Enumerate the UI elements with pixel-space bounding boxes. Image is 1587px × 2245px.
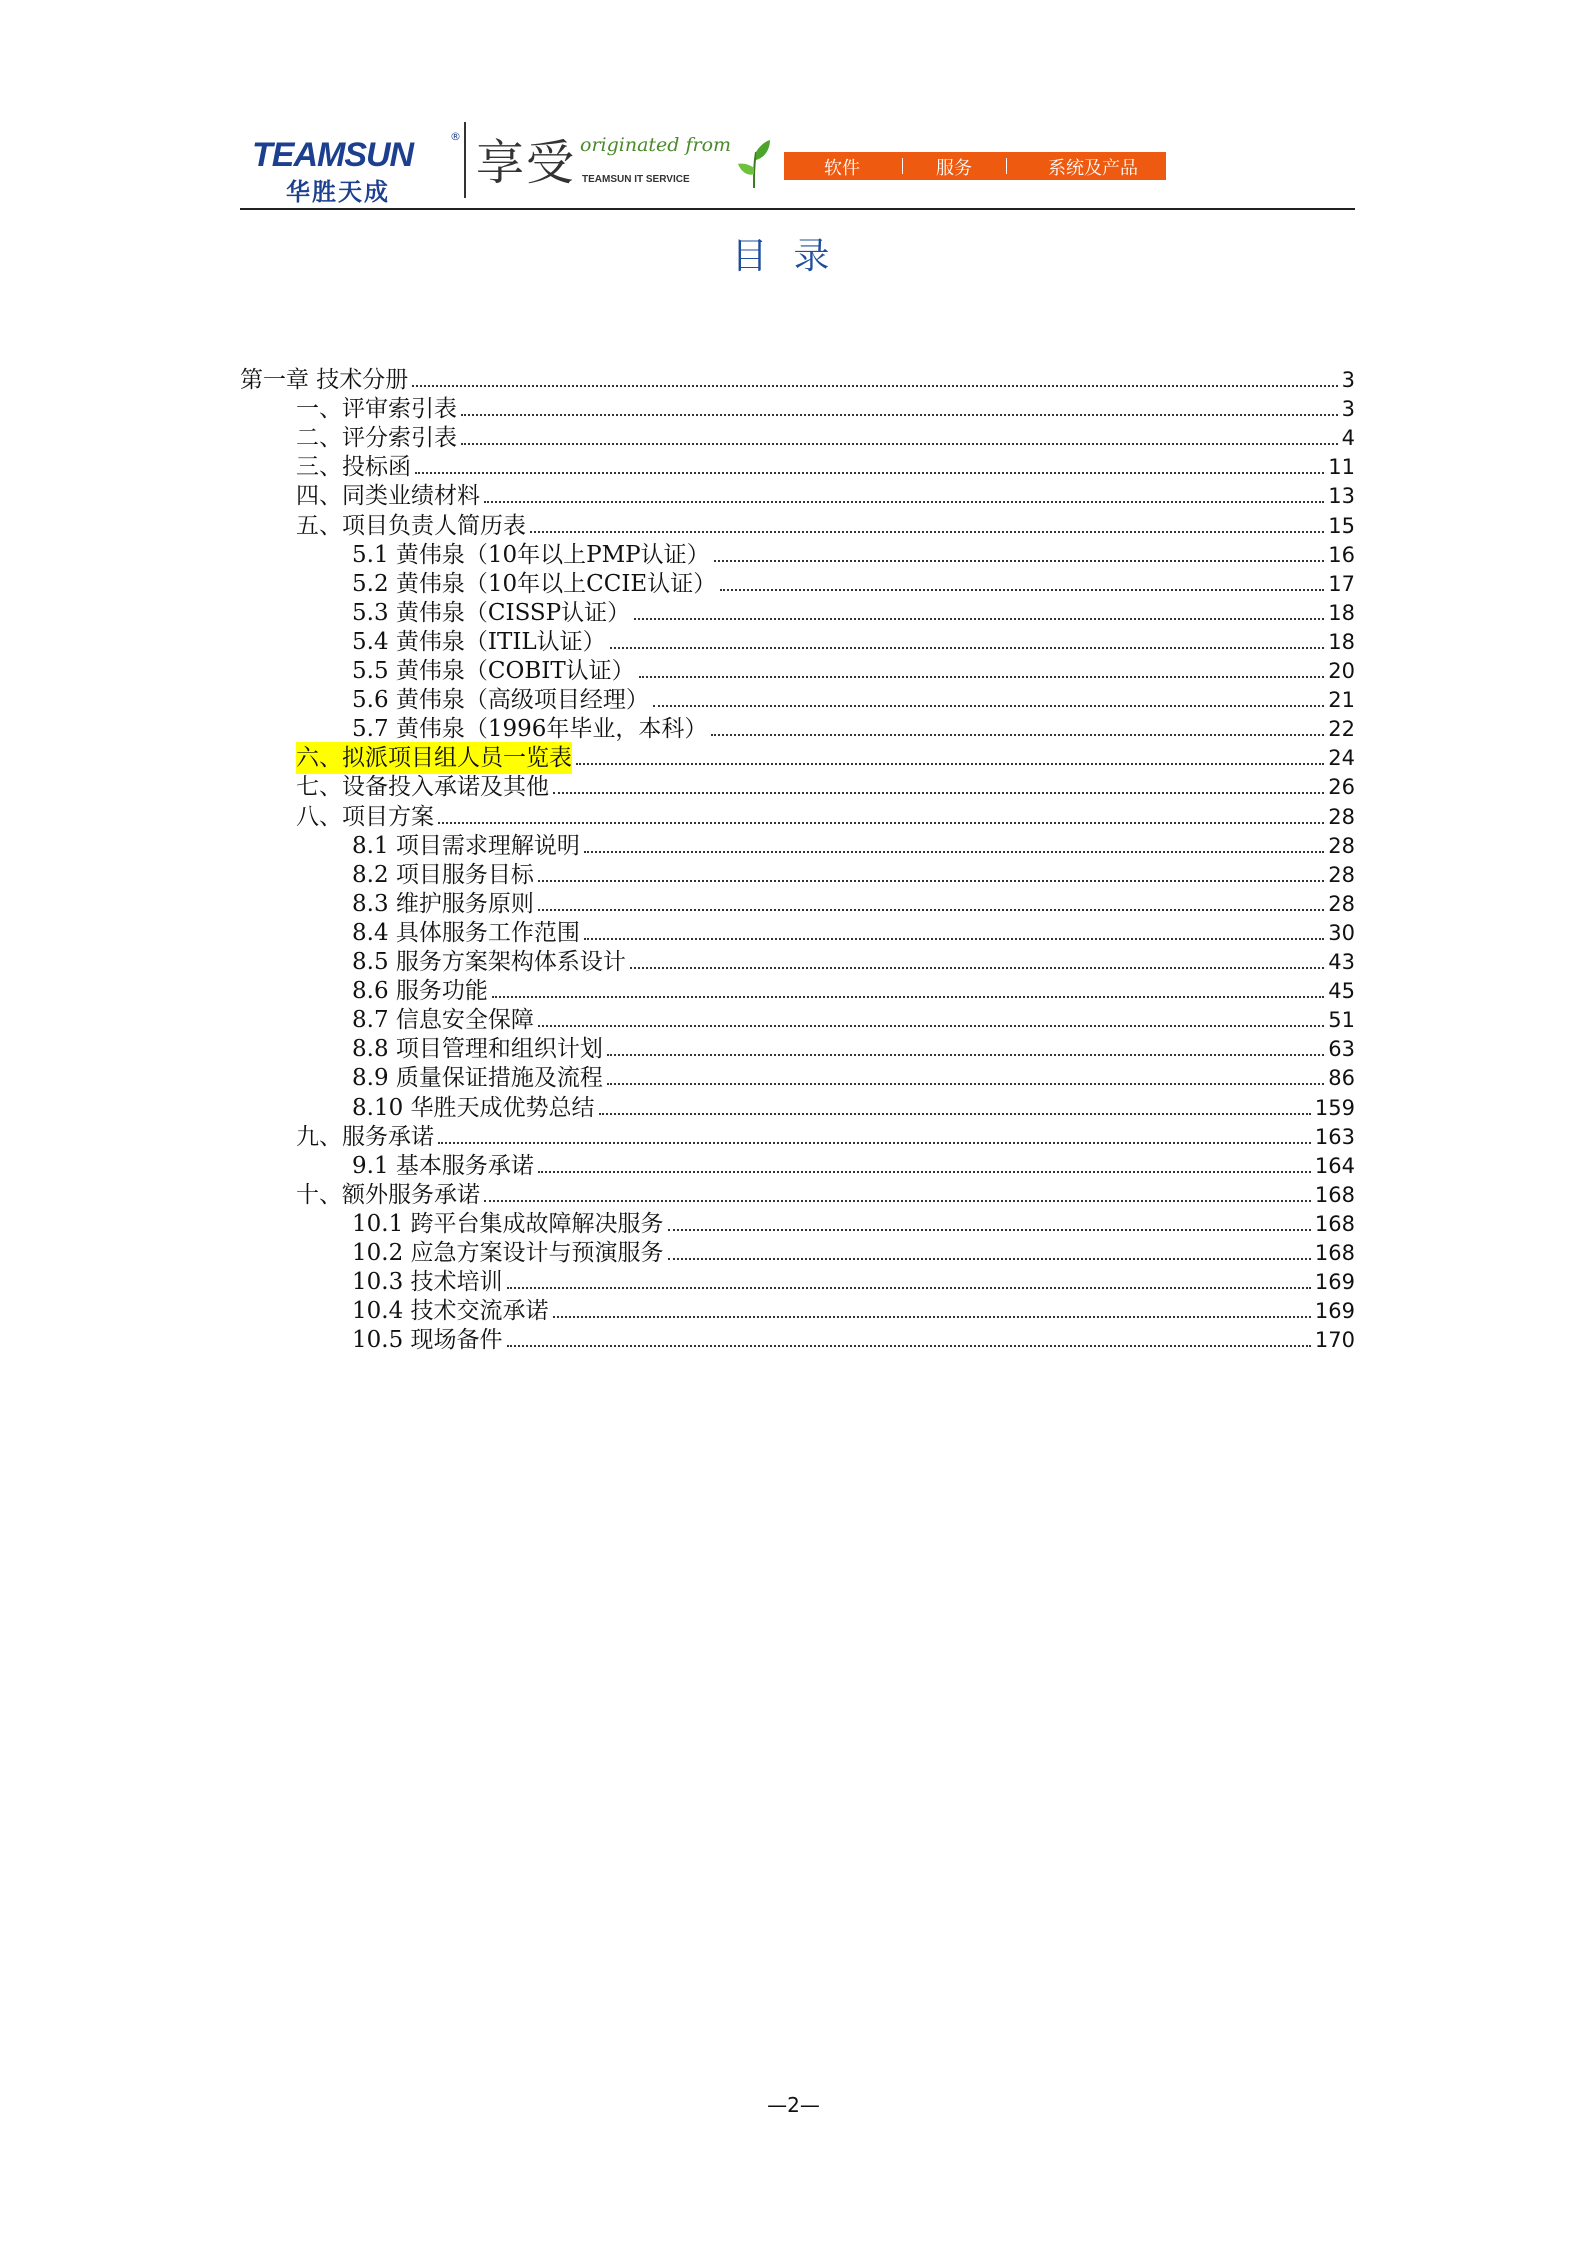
toc-leader-dots [538,880,1324,882]
toc-leader-dots [484,501,1324,503]
toc-leader-dots [607,1054,1324,1056]
toc-entry-page: 164 [1314,1153,1355,1178]
toc-leader-dots [607,1083,1324,1085]
toc-entry-page: 168 [1314,1211,1355,1236]
toc-entry-title: 9.1 基本服务承诺 [352,1152,534,1179]
toc-entry-title: 5.1 黄伟泉（10年以上PMP认证） [352,541,710,568]
bar-separator [1006,158,1007,174]
toc-leader-dots [630,967,1324,969]
toc-leader-dots [584,851,1324,853]
toc-leader-dots [415,472,1324,474]
toc-entry-page: 17 [1328,571,1355,596]
toc-entry-title: 十、额外服务承诺 [296,1181,480,1208]
toc-leader-dots [492,996,1324,998]
page-title: 目录 [731,236,856,277]
toc-entry-page: 22 [1328,717,1355,742]
toc-entry-title: 8.8 项目管理和组织计划 [352,1036,603,1063]
toc-entry-title: 5.7 黄伟泉（1996年毕业，本科） [352,716,708,743]
toc-entry-page: 30 [1328,920,1355,945]
toc-entry-page: 169 [1314,1299,1355,1324]
toc-entry-title: 8.2 项目服务目标 [352,861,534,888]
toc-entry-page: 28 [1328,833,1355,858]
toc-entry-title: 三、投标函 [296,454,411,481]
toc-leader-dots [584,938,1324,940]
toc-leader-dots [634,618,1324,620]
toc-entry-page: 3 [1341,368,1355,392]
toc-leader-dots [714,560,1325,562]
toc-entry-page: 20 [1328,659,1355,683]
company-logo-text: TEAMSUN [252,136,414,174]
toc-entry-title: 一、评审索引表 [296,396,457,423]
toc-leader-dots [507,1287,1311,1289]
slogan-cn: 享受 [476,135,577,191]
toc-leader-dots [461,443,1338,445]
toc-entry-title: 四、同类业绩材料 [296,483,480,510]
leaf-icon [736,138,772,190]
bar-item-service: 服务 [936,158,972,179]
toc-entry-title: 5.3 黄伟泉（CISSP认证） [352,599,631,626]
bar-separator [902,158,903,174]
toc-leader-dots [507,1345,1311,1347]
toc-leader-dots [653,705,1324,707]
toc-entry-page: 11 [1328,455,1355,480]
toc-entry-page: 170 [1314,1328,1355,1353]
toc-entry-page: 4 [1341,426,1355,451]
page-number: —2— [767,2093,820,2117]
toc-entry-page: 159 [1314,1095,1355,1120]
toc-entry-title: 8.3 维护服务原则 [352,890,534,917]
toc-entry-page: 26 [1328,775,1355,800]
toc-entry-title: 5.5 黄伟泉（COBIT认证） [352,658,635,684]
toc-entry-page: 163 [1314,1124,1355,1149]
toc-leader-dots [461,414,1338,416]
toc-leader-dots [639,676,1325,678]
toc-entry-page: 169 [1314,1270,1355,1295]
registered-mark: ® [450,130,461,143]
toc-entry-page: 43 [1328,950,1355,974]
toc-entry-title: 二、评分索引表 [296,425,457,452]
toc-entry-title: 10.5 现场备件 [352,1327,503,1354]
toc-entry-title: 九、服务承诺 [296,1123,434,1150]
toc-entry-title: 5.2 黄伟泉（10年以上CCIE认证） [352,570,717,597]
toc-entry-page: 21 [1328,688,1355,713]
toc-entry[interactable] [352,1320,1355,1356]
toc-entry-title: 10.1 跨平台集成故障解决服务 [352,1210,664,1237]
toc-leader-dots [668,1229,1311,1231]
toc-entry-title: 8.9 质量保证措施及流程 [352,1065,603,1092]
toc-leader-dots [711,734,1324,736]
header-rule [240,208,1355,210]
toc-entry-page: 28 [1328,862,1355,887]
toc-entry-page: 3 [1341,397,1355,422]
toc-entry-page: 86 [1328,1066,1355,1091]
toc-entry-page: 28 [1328,804,1355,829]
toc-entry-page: 45 [1328,979,1355,1004]
toc-entry-title: 8.4 具体服务工作范围 [352,919,580,946]
toc-leader-dots [553,792,1324,794]
toc-entry-title: 8.5 服务方案架构体系设计 [352,949,626,975]
toc-entry-page: 18 [1328,600,1355,625]
toc-entry-title: 8.1 项目需求理解说明 [352,832,580,859]
toc-leader-dots [610,647,1325,649]
toc-entry-title: 8.6 服务功能 [352,978,488,1005]
toc-entry-title: 五、项目负责人简历表 [296,512,526,539]
toc-entry-page: 63 [1328,1037,1355,1062]
toc-entry-page: 18 [1328,629,1355,654]
header-divider [464,122,466,198]
slogan-en: originated from [580,134,732,156]
toc-leader-dots [530,531,1324,533]
toc-entry-title: 七、设备投入承诺及其他 [296,774,549,801]
toc-leader-dots [438,822,1324,824]
toc-entry-title: 8.7 信息安全保障 [352,1007,534,1034]
company-logo-cn: 华胜天成 [286,178,390,206]
toc-leader-dots [538,1025,1324,1027]
toc-entry-page: 16 [1328,542,1355,567]
toc-leader-dots [412,385,1337,387]
toc-entry-title: 5.4 黄伟泉（ITIL认证） [352,628,606,655]
toc-entry-page: 24 [1328,746,1355,771]
toc-entry-page: 13 [1328,484,1355,509]
toc-entry-title: 第一章 技术分册 [240,367,409,393]
bar-item-software: 软件 [824,158,860,179]
toc-entry-title: 10.4 技术交流承诺 [352,1298,549,1325]
toc-leader-dots [438,1142,1311,1144]
toc-entry-title: 10.3 技术培训 [352,1269,503,1296]
toc-entry-title: 10.2 应急方案设计与预演服务 [352,1240,664,1266]
toc-entry-title: 六、拟派项目组人员一览表 [296,742,572,774]
toc-leader-dots [576,763,1324,765]
toc-leader-dots [668,1258,1311,1260]
toc-leader-dots [538,1171,1311,1173]
toc-leader-dots [720,589,1324,591]
bar-item-products: 系统及产品 [1048,158,1138,179]
page-header [240,120,1355,210]
toc-entry-page: 15 [1328,513,1355,538]
toc-entry-page: 51 [1328,1008,1355,1033]
toc-entry-title: 5.6 黄伟泉（高级项目经理） [352,687,649,714]
toc-entry-title: 八、项目方案 [296,803,434,830]
toc-leader-dots [553,1316,1311,1318]
header-nav-bar [784,152,1166,180]
toc-leader-dots [538,909,1324,911]
toc-entry-page: 168 [1314,1182,1355,1207]
toc-entry-page: 28 [1328,891,1355,916]
slogan-sub: TEAMSUN IT SERVICE [582,174,690,185]
toc-entry-page: 168 [1314,1241,1355,1265]
toc-entry-title: 8.10 华胜天成优势总结 [352,1094,595,1121]
toc-leader-dots [599,1113,1311,1115]
toc-leader-dots [484,1200,1311,1202]
